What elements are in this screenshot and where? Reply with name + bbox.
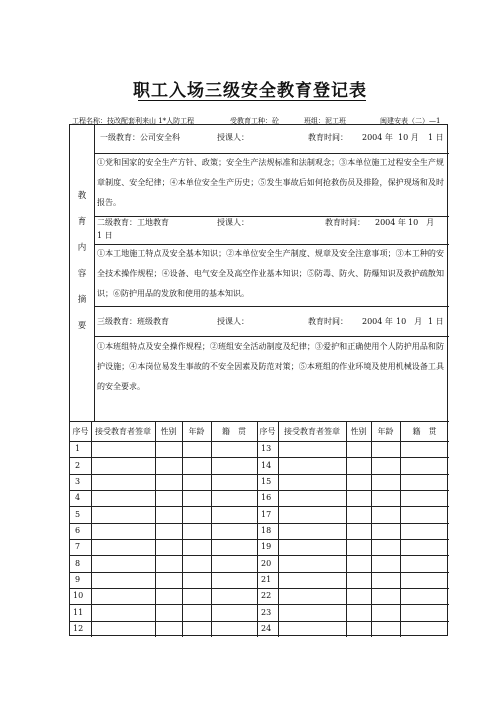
row-number: 14: [261, 460, 272, 470]
trade-name: 受教育工种：砼: [230, 117, 279, 125]
header-seq-right: 序号: [259, 427, 276, 436]
form-number: 闽建安表（二）—1: [380, 117, 441, 125]
header-gender: 性别: [160, 427, 177, 436]
row-number: 21: [261, 574, 272, 584]
level2-title: 二级教育：工地教育: [97, 218, 169, 227]
row-number: 19: [261, 542, 272, 552]
level1-teacher: 授课人：: [217, 133, 249, 142]
level2-year: 2004 年: [375, 218, 406, 227]
header-signature: 接受教育者签章: [95, 427, 151, 436]
table-row-line: [70, 621, 449, 622]
level1-day: 1 日: [428, 133, 444, 142]
table-row-line: [70, 523, 449, 524]
level2-content: ①本工地施工特点及安全基本知识；②本单位安全生产制度、规章及安全注意事项；③本工种的安全技术操作规程；④设备、电气安全及高空作业基本知识；⑤防毒、防火、防爆知识及救护疏散知识；⑥防护用品的发放和使用的基本知识。: [97, 249, 444, 298]
table-row-line: [70, 588, 449, 589]
row-number: 15: [261, 476, 272, 486]
row-number: 20: [261, 558, 272, 568]
level3-year: 2004 年: [362, 317, 393, 326]
row-number: 23: [261, 607, 272, 617]
table-row-line: [70, 539, 449, 540]
row-number: 10: [73, 591, 84, 601]
row-number: 6: [75, 525, 81, 535]
row-number: 8: [75, 558, 81, 568]
level3-content: ①本班组特点及安全操作规程；②班组安全活动制度及纪律；③爱护和正确使用个人防护用品和防护设施；④本岗位易发生事故的不安全因素及防范对策；⑤本班组的作业环境及使用机械设备工具的安全要求。: [97, 342, 444, 391]
table-row-line: [70, 474, 449, 475]
row-number: 16: [261, 493, 272, 503]
row-number: 13: [261, 444, 272, 454]
level2-day: 1 日: [97, 231, 113, 240]
form-title: 职工入场三级安全教育登记表: [133, 81, 367, 101]
level3-time-label: 教育时间：: [308, 317, 348, 326]
level3-teacher: 授课人：: [217, 317, 249, 326]
level1-year: 2004 年: [362, 133, 393, 142]
row-number: 12: [73, 623, 84, 633]
level2-month: 10 月: [408, 218, 435, 227]
header-age-right: 年龄: [377, 427, 394, 436]
row-number: 24: [261, 623, 272, 633]
row-number: 3: [75, 476, 81, 486]
level1-title: 一级教育：公司安全科: [100, 133, 180, 142]
level1-time-label: 教育时间：: [308, 133, 348, 142]
level3-month: 10 月: [396, 317, 423, 326]
table-row-line: [70, 441, 449, 442]
table-row-line: [70, 506, 449, 507]
registration-form: 教 育 内 容 摘 要 一级教育：公司安全科 授课人： 教育时间： 2004 年 10 月 1 日 ①党和国家的安全生产方针、政策；安全生产法规标准和法制观念；③本单位施工过程安全生产规章制度、安全纪律；④本单位安全生产历史；⑤发生事故后如何抢救伤员及排险，保护现场和及时报告。 二级教育：工地教育 授课人： 教育时间： 2004 年 10 月 1 日 ①本工地施工特点及安全基本知识；②本单位安全生产制度、规章及安全注意事项；③本工种的安全技术操作规程；④设备、电气安全及高空作业基本知识；⑤防毒、防火、防爆知识及救护疏散知识；⑥防护用品的发放和使用的基本知识。 三级教育：班级教育 授课人： 教育时间： 2004 年 10 月 1 日 ①本班组特点及安全操作规程；②班组安全活动制度及纪律；③爱护和正确使用个人防护用品和防护设施；④本岗位易发生事故的不安全因素及防范对策；⑤本班组的作业环境及使用机械设备工具的安全要求。 序号 接受教育者签章 性别 年龄 籍 贯 序号 接受教育者签章 性别 年龄 籍 贯 1 2 3 4 5 6 7 8 9 10 11 12 13 14 15 16 17 18 19 20 21 22 23 24: [69, 124, 448, 636]
project-name: 工程名称：技改配套利来山 1*人防工程: [72, 117, 195, 125]
table-row-line: [70, 604, 449, 605]
row-number: 1: [75, 444, 81, 454]
table-row-line: [70, 457, 449, 458]
level1-content: ①党和国家的安全生产方针、政策；安全生产法规标准和法制观念；③本单位施工过程安全生产规章制度、安全纪律；④本单位安全生产历史；⑤发生事故后如何抢救伤员及排险，保护现场和及时报告。: [97, 158, 444, 207]
row-number: 2: [75, 460, 81, 470]
team-name: 班组：泥工班: [304, 117, 346, 125]
level3-title: 三级教育：班级教育: [97, 317, 169, 326]
table-row-line: [70, 572, 449, 573]
row-number: 11: [73, 607, 84, 617]
header-origin-right: 籍 贯: [412, 427, 437, 436]
level1-month: 10 月: [398, 133, 419, 142]
level2-teacher: 授课人：: [217, 218, 249, 227]
level3-day: 1 日: [428, 317, 444, 326]
header-signature-right: 接受教育者签章: [284, 427, 340, 436]
row-number: 4: [75, 493, 81, 503]
row-number: 5: [75, 509, 81, 519]
header-seq: 序号: [72, 427, 89, 436]
row-number: 22: [261, 591, 272, 601]
title-underline: [138, 100, 366, 101]
row-number: 18: [261, 525, 272, 535]
row-number: 7: [75, 542, 81, 552]
level2-time-label: 教育时间：: [325, 218, 365, 227]
row-number: 9: [75, 574, 81, 584]
row-number: 17: [261, 509, 272, 519]
table-row-line: [70, 490, 449, 491]
header-age: 年龄: [188, 427, 205, 436]
header-origin: 籍 贯: [222, 427, 246, 436]
header-gender-right: 性别: [350, 427, 367, 436]
table-row-line: [70, 555, 449, 556]
